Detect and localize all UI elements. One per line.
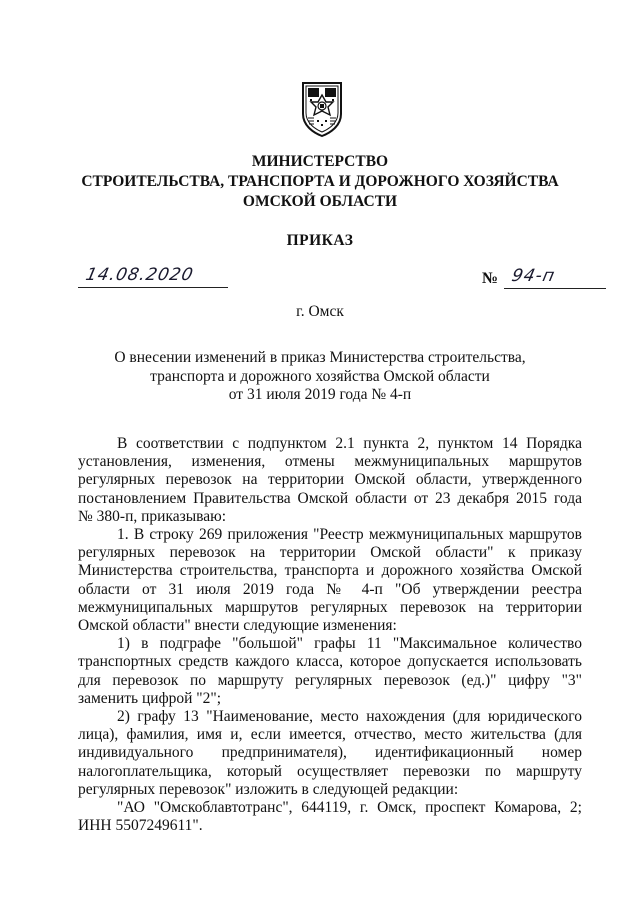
order-date: 14.08.2020: [83, 265, 196, 285]
body-line: 1. В строку 269 приложения "Реестр межмуниципальных маршрутов: [117, 526, 582, 544]
omsk-coat-of-arms-icon: [300, 80, 344, 138]
order-number: 94-п: [509, 266, 558, 286]
body-line: ИНН 5507249611".: [78, 817, 203, 835]
body-line: межмуниципальных маршрутов регулярных перевозок на территории: [78, 598, 582, 616]
body-line: заменить цифрой "2";: [78, 689, 222, 707]
body-line: регулярных перевозок" изложить в следующей редакции:: [78, 780, 459, 798]
number-sign: №: [482, 270, 499, 287]
body-line: № 380-п, приказываю:: [78, 507, 227, 525]
subject-line: транспорта и дорожного хозяйства Омской области: [150, 367, 490, 385]
body-line: 2) графу 13 "Наименование, место нахождения (для юридического: [117, 708, 582, 726]
ministry-title-line: МИНИСТЕРСТВО: [251, 153, 389, 170]
body-line: Омской области" внести следующие изменения:: [78, 617, 397, 635]
order-date-field: [78, 263, 228, 288]
body-line: 1) в подграфе "большой" графы 11 "Максимальное количество: [117, 635, 582, 653]
body-line: регулярных перевозок на территории Омской области, утвержденного: [78, 471, 582, 489]
body-line: установления, изменения, отмены межмуниципальных маршрутов: [78, 453, 582, 471]
body-line: регулярных перевозок на территории Омской области" к приказу: [78, 544, 582, 562]
body-line: налогоплательщика, который осуществляет перевозки по маршруту: [78, 762, 582, 780]
ministry-title-line: СТРОИТЕЛЬСТВА, ТРАНСПОРТА И ДОРОЖНОГО ХОЗЯЙСТВА: [81, 173, 559, 190]
body-line: транспортных средств каждого класса, которое допускается использовать: [78, 653, 582, 671]
body-line: лица), фамилия, имя и, если имеется, отчество, место жительства (для: [78, 726, 582, 744]
body-line: для перевозок по маршруту регулярных перевозок (ед.)" цифру "3": [78, 671, 582, 689]
body-line: индивидуального предпринимателя), идентификационный номер: [78, 744, 582, 762]
order-subject: [0, 349, 640, 405]
body-line: "АО "Омскоблавтотранс", 644119, г. Омск, проспект Комарова, 2;: [117, 799, 582, 817]
ministry-title-line: ОМСКОЙ ОБЛАСТИ: [242, 193, 398, 210]
document-type: ПРИКАЗ: [286, 232, 354, 249]
ministry-title: [0, 152, 640, 212]
subject-line: от 31 июля 2019 года № 4-п: [228, 386, 412, 403]
order-number-line: [504, 266, 606, 289]
city: г. Омск: [296, 303, 344, 320]
body-line: области от 31 июля 2019 года № 4-п "Об утверждении реестра: [78, 580, 582, 598]
body-line: В соответствии с подпунктом 2.1 пункта 2, пунктом 14 Порядка: [117, 435, 582, 452]
body-line: Министерства строительства, транспорта и дорожного хозяйства Омской: [78, 562, 582, 580]
body-line: постановлением Правительства Омской области от 23 декабря 2015 года: [78, 489, 582, 507]
order-body: [78, 435, 582, 835]
subject-line: О внесении изменений в приказ Министерства строительства,: [114, 349, 526, 366]
